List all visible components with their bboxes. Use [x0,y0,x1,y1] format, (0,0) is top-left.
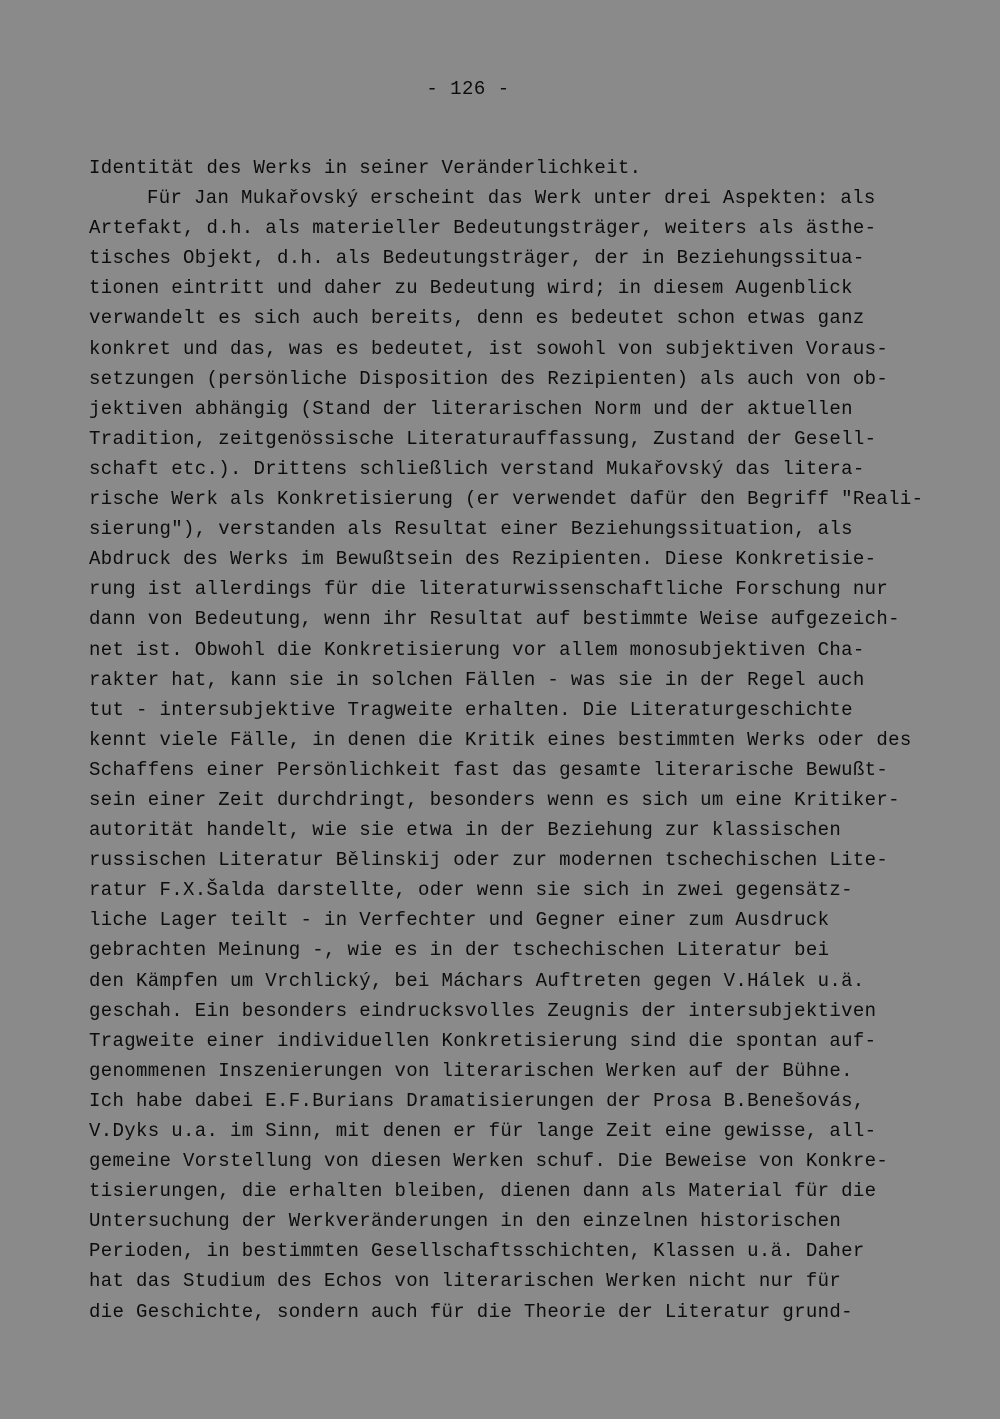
text-line: ratur F.X.Šalda darstellte, oder wenn sie sich in zwei gegensätz- [89,879,853,902]
text-line: tionen eintritt und daher zu Bedeutung wird; in diesem Augenblick [89,277,853,300]
text-line: jektiven abhängig (Stand der literarischen Norm und der aktuellen [89,397,853,420]
text-line: Für Jan Mukařovský erscheint das Werk unter drei Aspekten: als [147,187,876,210]
text-line: konkret und das, was es bedeutet, ist sowohl von subjektiven Voraus- [89,337,889,360]
text-line: sierung"), verstanden als Resultat einer Beziehungssituation, als [89,518,853,541]
text-line: setzungen (persönliche Disposition des Rezipienten) als auch von ob- [89,367,889,390]
text-line: net ist. Obwohl die Konkretisierung vor allem monosubjektiven Cha- [89,638,865,661]
text-line: kennt viele Fälle, in denen die Kritik eines bestimmten Werks oder des [89,728,912,751]
text-line: dann von Bedeutung, wenn ihr Resultat auf bestimmte Weise aufgezeich- [89,608,900,631]
text-line: Identität des Werks in seiner Veränderlichkeit. [89,157,642,179]
text-line: Abdruck des Werks im Bewußtsein des Rezipienten. Diese Konkretisie- [89,548,877,571]
text-line: gemeine Vorstellung von diesen Werken schuf. Die Beweise von Konkre- [89,1150,889,1173]
text-line: Perioden, in bestimmten Gesellschaftsschichten, Klassen u.ä. Daher [89,1240,865,1263]
text-line: Artefakt, d.h. als materieller Bedeutungsträger, weiters als ästhe- [89,217,877,240]
text-line: geschah. Ein besonders eindrucksvolles Zeugnis der intersubjektiven [89,999,877,1022]
text-line: tisches Objekt, d.h. als Bedeutungsträger, der in Beziehungssitua- [89,247,865,270]
text-line: autorität handelt, wie sie etwa in der Beziehung zur klassischen [89,819,842,842]
text-line: rische Werk als Konkretisierung (er verwendet dafür den Begriff "Reali- [89,488,924,511]
text-line: verwandelt es sich auch bereits, denn es bedeutet schon etwas ganz [89,307,865,330]
text-line: liche Lager teilt - in Verfechter und Gegner einer zum Ausdruck [89,909,830,932]
text-line: tisierungen, die erhalten bleiben, dienen dann als Material für die [89,1180,877,1203]
text-line: V.Dyks u.a. im Sinn, mit denen er für lange Zeit eine gewisse, all- [89,1120,877,1142]
text-line: genommenen Inszenierungen von literarischen Werken auf der Bühne. [89,1059,853,1082]
text-line: Schaffens einer Persönlichkeit fast das gesamte literarische Bewußt- [89,758,889,781]
text-line: Tradition, zeitgenössische Literaturauffassung, Zustand der Gesell- [89,427,877,450]
text-line: die Geschichte, sondern auch für die Theorie der Literatur grund- [89,1300,853,1323]
text-line: schaft etc.). Drittens schließlich verstand Mukařovský das litera- [89,457,865,480]
text-line: Untersuchung der Werkveränderungen in den einzelnen historischen [89,1210,842,1233]
text-line: sein einer Zeit durchdringt, besonders wenn es sich um eine Kritiker- [89,788,900,811]
text-line: Tragweite einer individuellen Konkretisierung sind die spontan auf- [89,1029,877,1052]
text-line: Ich habe dabei E.F.Burians Dramatisierungen der Prosa B.Benešovás, [89,1089,865,1112]
text-line: russischen Literatur Bělinskij oder zur modernen tschechischen Lite- [89,849,889,872]
text-line: gebrachten Meinung -, wie es in der tschechischen Literatur bei [89,939,830,962]
body-text [89,153,969,1327]
text-line: rakter hat, kann sie in solchen Fällen - was sie in der Regel auch [89,668,865,691]
text-line: den Kämpfen um Vrchlický, bei Máchars Auftreten gegen V.Hálek u.ä. [89,969,865,992]
page-number: - 126 - [426,78,510,100]
text-line: rung ist allerdings für die literaturwissenschaftliche Forschung nur [89,578,889,601]
text-line: hat das Studium des Echos von literarischen Werken nicht nur für [89,1270,842,1293]
text-line: tut - intersubjektive Tragweite erhalten. Die Literaturgeschichte [89,698,853,721]
